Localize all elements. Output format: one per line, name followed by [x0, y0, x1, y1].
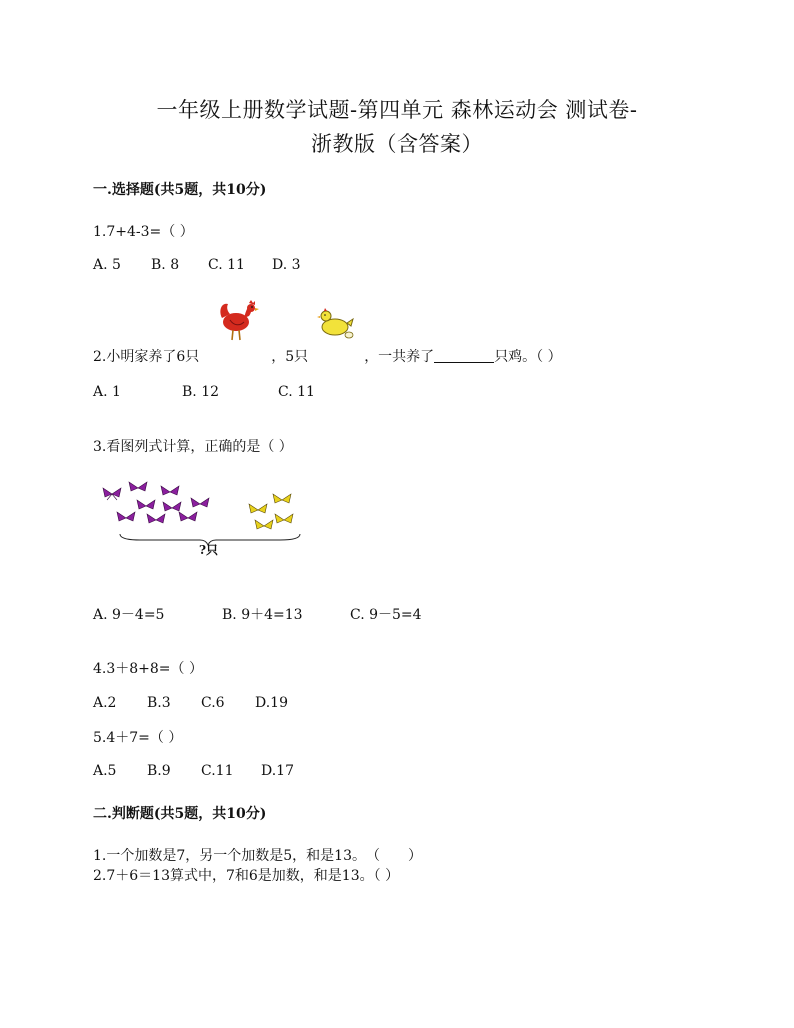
question-5-option-b: B.9	[147, 763, 171, 779]
question-4-option-d: D.19	[255, 695, 288, 711]
question-4-stem: 4.3＋8+8=（ ）	[93, 661, 203, 677]
question-3-option-a: A. 9－4=5	[93, 607, 165, 623]
document-title-line1: 一年级上册数学试题-第四单元 森林运动会 测试卷-	[156, 98, 638, 122]
question-1-option-a: A. 5	[93, 257, 121, 273]
question-1-stem: 1.7+4-3=（ ）	[93, 224, 194, 240]
question-2-stem-part4: 只鸡。（ ）	[494, 349, 562, 365]
purple-butterfly-group	[103, 482, 209, 523]
question-4-option-c: C.6	[201, 695, 225, 711]
question-2-stem-part1: 2.小明家养了6只	[93, 349, 200, 365]
question-2-stem-part2: ，5只	[271, 349, 309, 365]
question-3-stem: 3.看图列式计算，正确的是（ ）	[93, 439, 293, 455]
answer-blank	[434, 348, 494, 363]
question-4-option-a: A.2	[93, 695, 117, 711]
question-2-option-a: A. 1	[93, 384, 121, 400]
judgment-1-stem: 1.一个加数是7，另一个加数是5，和是13。 （ ）	[93, 848, 422, 864]
question-2-stem	[93, 346, 562, 366]
question-1-option-d: D. 3	[272, 257, 301, 273]
section-judgment-heading: 二.判断题(共5题，共10分)	[93, 806, 267, 822]
question-5-option-d: D.17	[261, 763, 294, 779]
question-3-option-b: B. 9＋4=13	[222, 607, 303, 623]
question-4-option-b: B.3	[147, 695, 171, 711]
section-choice-heading: 一.选择题(共5题，共10分)	[93, 182, 267, 198]
rooster-icon	[216, 298, 260, 342]
question-1-option-c: C. 11	[208, 257, 245, 273]
question-2-stem-part3: ，一共养了	[364, 349, 435, 365]
question-2-option-c: C. 11	[278, 384, 315, 400]
question-5-option-c: C.11	[201, 763, 234, 779]
question-5-stem: 5.4＋7=（ ）	[93, 730, 183, 746]
document-title-line2: 浙教版（含答案）	[311, 132, 483, 156]
figure-label: ?只	[199, 543, 219, 557]
question-2-option-b: B. 12	[182, 384, 220, 400]
hen-icon	[317, 307, 357, 341]
question-1-option-b: B. 8	[151, 257, 180, 273]
question-3-option-c: C. 9－5=4	[350, 607, 422, 623]
question-5-option-a: A.5	[93, 763, 117, 779]
yellow-butterfly-group	[249, 494, 293, 529]
judgment-2-stem: 2.7＋6＝13算式中，7和6是加数，和是13。（ ）	[93, 868, 400, 884]
